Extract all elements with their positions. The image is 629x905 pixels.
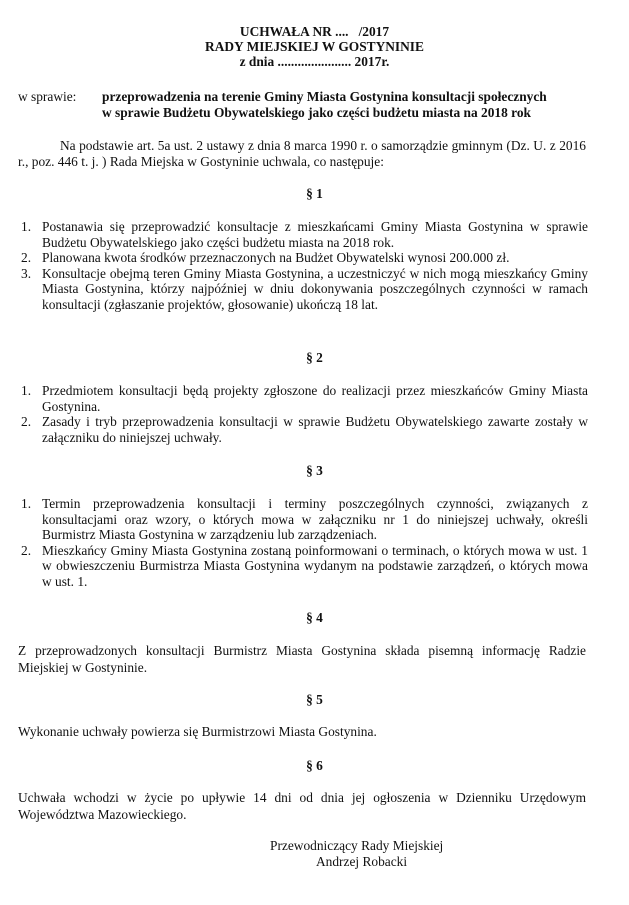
section-3-list <box>18 496 588 590</box>
resolution-header <box>0 24 629 69</box>
council-name: RADY MIEJSKIEJ W GOSTYNINIE <box>205 39 424 54</box>
item-number: 2. <box>21 414 32 430</box>
subject-line-1: przeprowadzenia na terenie Gminy Miasta Gostynina konsultacji społecznych <box>102 89 547 104</box>
item-text: Przedmiotem konsultacji będą projekty zgłoszone do realizacji przez mieszkańców Gminy Miasta Gostynina. <box>42 383 588 414</box>
item-number: 1. <box>21 219 32 234</box>
section-5-title: § 5 <box>306 692 323 707</box>
list-item <box>18 266 588 313</box>
resolution-date: z dnia ...................... 2017r. <box>239 54 390 69</box>
subject-line-2: w sprawie Budżetu Obywatelskiego jako części budżetu miasta na 2018 rok <box>102 105 531 120</box>
item-number: 2. <box>21 542 32 558</box>
list-item <box>18 543 588 590</box>
section-1-title: § 1 <box>306 186 323 201</box>
list-item <box>18 383 588 414</box>
legal-basis-paragraph: Na podstawie art. 5a ust. 2 ustawy z dnia 8 marca 1990 r. o samorządzie gminnym (Dz. U. z 2016 r., poz. 446 t. j. ) Rada Miejska w Gostyninie uchwala, co następuje: <box>18 138 586 169</box>
item-text: Postanawia się przeprowadzić konsultacje z mieszkańcami Gminy Miasta Gostynina w sprawie Budżetu Obywatelskiego jako części budżetu miasta na 2018 rok. <box>42 219 588 250</box>
item-text: Planowana kwota środków przeznaczonych na Budżet Obywatelski wynosi 200.000 zł. <box>42 250 510 266</box>
list-item <box>18 414 588 445</box>
subject-label: w sprawie: <box>18 89 77 104</box>
section-4-text: Z przeprowadzonych konsultacji Burmistrz Miasta Gostynina składa pisemną informację Radzie Miejskiej w Gostyninie. <box>18 643 586 675</box>
section-6-text: Uchwała wchodzi w życie po upływie 14 dni od dnia jej ogłoszenia w Dzienniku Urzędowym Województwa Mazowieckiego. <box>18 790 586 822</box>
item-number: 3. <box>21 265 32 281</box>
item-text: Zasady i tryb przeprowadzenia konsultacji w sprawie Budżetu Obywatelskiego zawarte zostały w załączniku do niniejszej uchwały. <box>42 414 588 445</box>
list-item <box>18 250 588 266</box>
section-6-title: § 6 <box>306 758 323 773</box>
item-text: Konsultacje obejmą teren Gminy Miasta Gostynina, a uczestniczyć w nich mogą mieszkańcy Gminy Miasta Gostynina, którzy najpóźniej w dniu dokonywania poszczególnych czynności w ramach konsultacji (zgłaszanie projektów, głosowanie) ukończą 18 lat. <box>42 265 588 312</box>
item-text: Mieszkańcy Gminy Miasta Gostynina zostaną poinformowani o terminach, o których mowa w ust. 1 w obwieszczeniu Burmistrza Miasta Gostynina wydanym na podstawie zarządzeń, o których mowa w ust. 1. <box>42 542 588 589</box>
signatory-role: Przewodniczący Rady Miejskiej <box>270 838 444 853</box>
signatory-name: Andrzej Robacki <box>316 854 408 869</box>
item-number: 1. <box>21 496 32 511</box>
section-2-title: § 2 <box>306 350 323 365</box>
resolution-number: UCHWAŁA NR .... /2017 <box>239 24 390 39</box>
item-number: 2. <box>21 250 32 266</box>
section-4-title: § 4 <box>306 610 323 625</box>
section-5-text: Wykonanie uchwały powierza się Burmistrzowi Miasta Gostynina. <box>18 724 377 739</box>
subject-text <box>102 89 622 121</box>
item-text: Termin przeprowadzenia konsultacji i terminy poszczególnych czynności, związanych z konsultacjami oraz wzory, o których mowa w załączniku nr 1 do niniejszej uchwały, określi Burmistrz Miasta Gostynina w zarządzeniu lub zarządzeniach. <box>42 496 588 543</box>
list-item <box>18 496 588 543</box>
section-3-title: § 3 <box>306 463 323 478</box>
item-number: 1. <box>21 383 32 398</box>
list-item <box>18 219 588 250</box>
section-1-list <box>18 219 588 313</box>
section-2-list <box>18 383 588 445</box>
